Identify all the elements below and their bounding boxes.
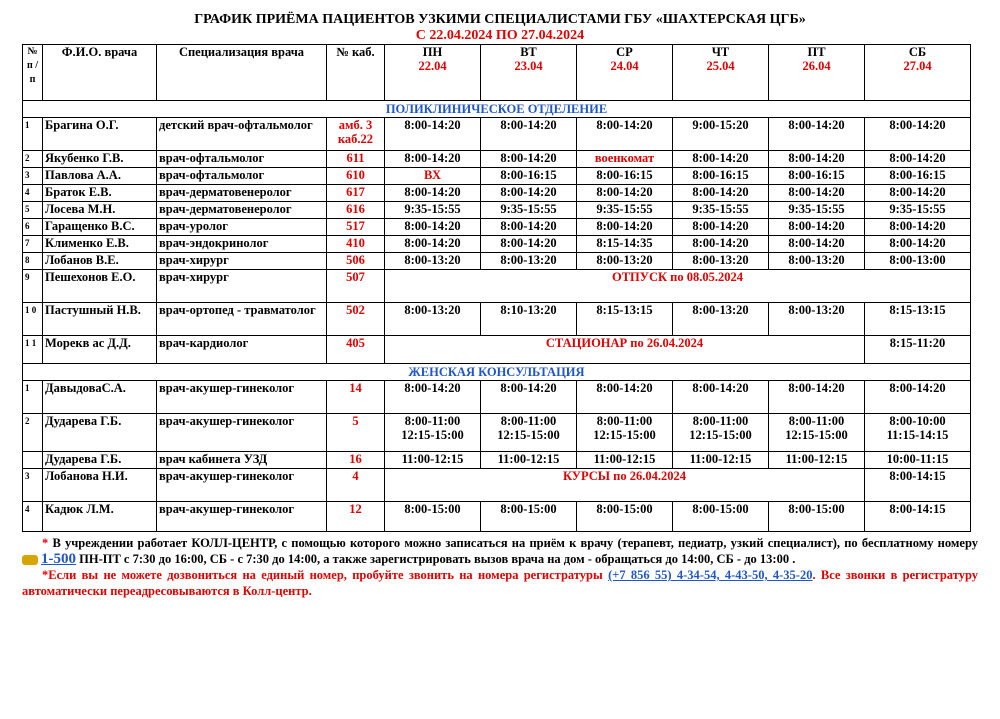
schedule-cell: 8:00-14:20: [673, 151, 769, 168]
row-number: 3: [23, 469, 43, 502]
cabinet-number: 12: [327, 502, 385, 532]
page-subtitle: С 22.04.2024 ПО 27.04.2024: [415, 28, 585, 43]
header-name: Ф.И.О. врача: [43, 45, 157, 101]
schedule-cell: 8:00-13:20: [577, 253, 673, 270]
schedule-cell: 8:00-11:00 12:15-15:00: [385, 414, 481, 452]
schedule-cell: 8:00-14:20: [481, 185, 577, 202]
table-row: [23, 236, 971, 253]
doctor-specialization: врач-акушер-гинеколог: [157, 381, 327, 414]
schedule-cell: 11:00-12:15: [577, 452, 673, 469]
schedule-cell: 8:00-13:00: [865, 253, 971, 270]
cabinet-number: 502: [327, 303, 385, 336]
schedule-cell: 8:00-15:00: [673, 502, 769, 532]
schedule-cell: 8:00-14:20: [769, 185, 865, 202]
schedule-cell: 8:00-14:20: [865, 151, 971, 168]
doctor-name: Лобанова Н.И.: [43, 469, 157, 502]
schedule-cell: 8:00-10:00 11:15-14:15: [865, 414, 971, 452]
doctor-name: Брагина О.Г.: [43, 118, 157, 151]
schedule-cell: 8:00-14:20: [577, 185, 673, 202]
schedule-cell: 8:00-13:20: [769, 303, 865, 336]
doctor-name: Морекв ас Д.Д.: [43, 336, 157, 364]
row-number: 7: [23, 236, 43, 253]
doctor-specialization: врач-офтальмолог: [157, 168, 327, 185]
row-number: 6: [23, 219, 43, 236]
schedule-cell: 8:15-11:20: [865, 336, 971, 364]
table-row: [23, 202, 971, 219]
table-row: [23, 336, 971, 364]
header-day-fri: ПТ 26.04: [769, 45, 865, 101]
table-row: [23, 452, 971, 469]
table-row: [23, 414, 971, 452]
schedule-cell: 11:00-12:15: [673, 452, 769, 469]
schedule-cell: 11:00-12:15: [385, 452, 481, 469]
row-number: 5: [23, 202, 43, 219]
doctor-name: Дударева Г.Б.: [43, 414, 157, 452]
schedule-cell: 9:35-15:55: [577, 202, 673, 219]
schedule-cell: 8:00-14:20: [481, 151, 577, 168]
cabinet-number: 616: [327, 202, 385, 219]
schedule-cell: 8:00-16:15: [769, 168, 865, 185]
header-day-sat: СБ 27.04: [865, 45, 971, 101]
row-number: 1: [23, 118, 43, 151]
schedule-cell: 8:00-11:00 12:15-15:00: [577, 414, 673, 452]
schedule-cell: 8:00-14:20: [385, 151, 481, 168]
header-num: № п / п: [23, 45, 43, 101]
schedule-cell: 8:00-13:20: [769, 253, 865, 270]
section-women: ЖЕНСКАЯ КОНСУЛЬТАЦИЯ: [23, 364, 971, 381]
row-number: 2: [23, 414, 43, 452]
schedule-cell: 8:00-15:00: [577, 502, 673, 532]
doctor-specialization: врач-акушер-гинеколог: [157, 414, 327, 452]
schedule-cell: 8:00-14:20: [769, 236, 865, 253]
schedule-cell: 8:00-16:15: [673, 168, 769, 185]
schedule-cell: 8:00-15:00: [385, 502, 481, 532]
schedule-cell: 9:35-15:55: [385, 202, 481, 219]
schedule-cell: 8:00-11:00 12:15-15:00: [481, 414, 577, 452]
doctor-name: Пастушный Н.В.: [43, 303, 157, 336]
doctor-name: Дударева Г.Б.: [43, 452, 157, 469]
cabinet-number: амб. 3 каб.22: [327, 118, 385, 151]
cabinet-number: 506: [327, 253, 385, 270]
registry-phones-link[interactable]: (+7 856 55) 4-34-54, 4-43-50, 4-35-20: [608, 568, 813, 582]
schedule-cell: 8:00-13:20: [673, 253, 769, 270]
schedule-cell: 8:00-14:20: [385, 236, 481, 253]
cabinet-number: 405: [327, 336, 385, 364]
cabinet-number: 517: [327, 219, 385, 236]
schedule-cell: 8:15-13:15: [577, 303, 673, 336]
doctor-specialization: детский врач-офтальмолог: [157, 118, 327, 151]
row-number: 8: [23, 253, 43, 270]
schedule-cell: 8:00-16:15: [577, 168, 673, 185]
schedule-cell: 8:00-13:20: [481, 253, 577, 270]
note-registry: *Если вы не можете дозвониться на единый номер, пробуйте звонить на номера регистратуры (+7 856 55) 4-34-54, 4-43-50, 4-35-20. Все звонки в регистратуру автоматически переадресовываются в Колл-центр.: [22, 568, 978, 598]
schedule-cell: 8:00-14:20: [481, 381, 577, 414]
absence-note: СТАЦИОНАР по 26.04.2024: [385, 336, 865, 364]
doctor-specialization: врач-уролог: [157, 219, 327, 236]
schedule-cell: 8:00-14:20: [865, 185, 971, 202]
schedule-cell: 11:00-12:15: [481, 452, 577, 469]
cabinet-number: 617: [327, 185, 385, 202]
schedule-table: [22, 44, 971, 532]
doctor-specialization: врач-эндокринолог: [157, 236, 327, 253]
schedule-cell: 8:00-13:20: [385, 253, 481, 270]
schedule-cell: 9:35-15:55: [481, 202, 577, 219]
doctor-specialization: врач-акушер-гинеколог: [157, 502, 327, 532]
schedule-cell: 8:00-13:20: [673, 303, 769, 336]
absence-note: КУРСЫ по 26.04.2024: [385, 469, 865, 502]
doctor-specialization: врач-офтальмолог: [157, 151, 327, 168]
schedule-cell: 10:00-11:15: [865, 452, 971, 469]
doctor-name: Кадюк Л.М.: [43, 502, 157, 532]
table-row: [23, 253, 971, 270]
doctor-specialization: врач-дерматовенеролог: [157, 202, 327, 219]
schedule-cell: 8:00-14:20: [673, 236, 769, 253]
pointing-hand-icon: [22, 555, 38, 565]
table-row: [23, 502, 971, 532]
schedule-cell: 8:00-14:20: [385, 381, 481, 414]
schedule-cell: 8:00-14:20: [769, 381, 865, 414]
page-title: ГРАФИК ПРИЁМА ПАЦИЕНТОВ УЗКИМИ СПЕЦИАЛИСТАМИ ГБУ «ШАХТЕРСКАЯ ЦГБ»: [194, 12, 806, 27]
header-spec: Специализация врача: [157, 45, 327, 101]
schedule-cell: 8:00-14:20: [385, 118, 481, 151]
table-row: [23, 381, 971, 414]
row-number: 1 0: [23, 303, 43, 336]
header-cab: № каб.: [327, 45, 385, 101]
cabinet-number: 410: [327, 236, 385, 253]
doctor-name: Пешехонов Е.О.: [43, 270, 157, 303]
cabinet-number: 4: [327, 469, 385, 502]
schedule-cell: 8:00-11:00 12:15-15:00: [769, 414, 865, 452]
schedule-cell: 8:00-14:20: [865, 381, 971, 414]
schedule-cell: 8:00-14:20: [865, 236, 971, 253]
doctor-name: ДавыдоваС.А.: [43, 381, 157, 414]
cabinet-number: 14: [327, 381, 385, 414]
row-number: 3: [23, 168, 43, 185]
schedule-cell: 8:15-13:15: [865, 303, 971, 336]
schedule-cell: военкомат: [577, 151, 673, 168]
schedule-cell: 8:00-14:20: [865, 219, 971, 236]
schedule-cell: 8:00-11:00 12:15-15:00: [673, 414, 769, 452]
section-polyclinic: ПОЛИКЛИНИЧЕСКОЕ ОТДЕЛЕНИЕ: [23, 101, 971, 118]
absence-note: ОТПУСК по 08.05.2024: [385, 270, 971, 303]
cabinet-number: 610: [327, 168, 385, 185]
schedule-cell: 8:00-14:20: [481, 118, 577, 151]
row-number: [23, 452, 43, 469]
doctor-specialization: врач-ортопед - травматолог: [157, 303, 327, 336]
section-polyclinic-row: [23, 101, 971, 118]
header-day-thu: ЧТ 25.04: [673, 45, 769, 101]
notes: [22, 535, 978, 599]
doctor-specialization: врач-хирург: [157, 253, 327, 270]
schedule-cell: 8:00-14:20: [385, 185, 481, 202]
schedule-cell: 8:00-15:00: [769, 502, 865, 532]
table-row: [23, 303, 971, 336]
table-row: [23, 185, 971, 202]
schedule-cell: 9:35-15:55: [769, 202, 865, 219]
schedule-cell: 9:35-15:55: [673, 202, 769, 219]
doctor-name: Лобанов В.Е.: [43, 253, 157, 270]
schedule-cell: 8:00-14:20: [385, 219, 481, 236]
schedule-cell: 8:00-14:20: [577, 118, 673, 151]
section-women-row: [23, 364, 971, 381]
doctor-name: Клименко Е.В.: [43, 236, 157, 253]
cabinet-number: 507: [327, 270, 385, 303]
row-number: 9: [23, 270, 43, 303]
header-day-mon: ПН 22.04: [385, 45, 481, 101]
schedule-cell: 9:35-15:55: [865, 202, 971, 219]
schedule-cell: 8:00-14:20: [769, 118, 865, 151]
schedule-cell: 8:00-14:20: [769, 219, 865, 236]
header-day-wed: СР 24.04: [577, 45, 673, 101]
header-row: [23, 45, 971, 101]
table-row: [23, 219, 971, 236]
row-number: 4: [23, 502, 43, 532]
schedule-cell: 8:00-14:15: [865, 502, 971, 532]
schedule-cell: 11:00-12:15: [769, 452, 865, 469]
doctor-name: Браток Е.В.: [43, 185, 157, 202]
doctor-name: Гаращенко В.С.: [43, 219, 157, 236]
schedule-cell: 8:00-14:20: [481, 236, 577, 253]
schedule-cell: 8:00-14:20: [577, 381, 673, 414]
schedule-cell: 8:00-13:20: [385, 303, 481, 336]
call-center-phone[interactable]: 1-500: [41, 551, 76, 567]
table-row: [23, 151, 971, 168]
doctor-specialization: врач-кардиолог: [157, 336, 327, 364]
schedule-cell: 8:00-14:20: [769, 151, 865, 168]
schedule-cell: ВХ: [385, 168, 481, 185]
row-number: 4: [23, 185, 43, 202]
table-row: [23, 270, 971, 303]
schedule-cell: 8:00-15:00: [481, 502, 577, 532]
doctor-specialization: врач-хирург: [157, 270, 327, 303]
schedule-cell: 8:00-14:20: [673, 185, 769, 202]
header-day-tue: ВТ 23.04: [481, 45, 577, 101]
schedule-cell: 8:00-14:20: [481, 219, 577, 236]
row-number: 2: [23, 151, 43, 168]
schedule-cell: 9:00-15:20: [673, 118, 769, 151]
table-row: [23, 168, 971, 185]
cabinet-number: 16: [327, 452, 385, 469]
schedule-cell: 8:00-14:20: [865, 118, 971, 151]
schedule-cell: 8:00-14:15: [865, 469, 971, 502]
table-row: [23, 469, 971, 502]
doctor-name: Якубенко Г.В.: [43, 151, 157, 168]
schedule-cell: 8:15-14:35: [577, 236, 673, 253]
doctor-specialization: врач кабинета УЗД: [157, 452, 327, 469]
doctor-specialization: врач-акушер-гинеколог: [157, 469, 327, 502]
doctor-specialization: врач-дерматовенеролог: [157, 185, 327, 202]
schedule-cell: 8:00-16:15: [481, 168, 577, 185]
schedule-cell: 8:00-14:20: [577, 219, 673, 236]
cabinet-number: 5: [327, 414, 385, 452]
note-call-center: * В учреждении работает КОЛЛ-ЦЕНТР, с помощью которого можно записаться на приём к врачу (терапевт, педиатр, узкий специалист), по бесплатному номеру 1-500 ПН-ПТ с 7:30 до 16:00, СБ - с 7:30 до 14:00, а также зарегистрировать вызов врача на дом - обращаться до 14:00, СБ - до 13:00 .: [22, 535, 978, 567]
doctor-name: Павлова А.А.: [43, 168, 157, 185]
schedule-cell: 8:00-14:20: [673, 219, 769, 236]
cabinet-number: 611: [327, 151, 385, 168]
schedule-cell: 8:00-16:15: [865, 168, 971, 185]
doctor-name: Лосева М.Н.: [43, 202, 157, 219]
schedule-cell: 8:10-13:20: [481, 303, 577, 336]
schedule-cell: 8:00-14:20: [673, 381, 769, 414]
table-row: [23, 118, 971, 151]
row-number: 1 1: [23, 336, 43, 364]
row-number: 1: [23, 381, 43, 414]
